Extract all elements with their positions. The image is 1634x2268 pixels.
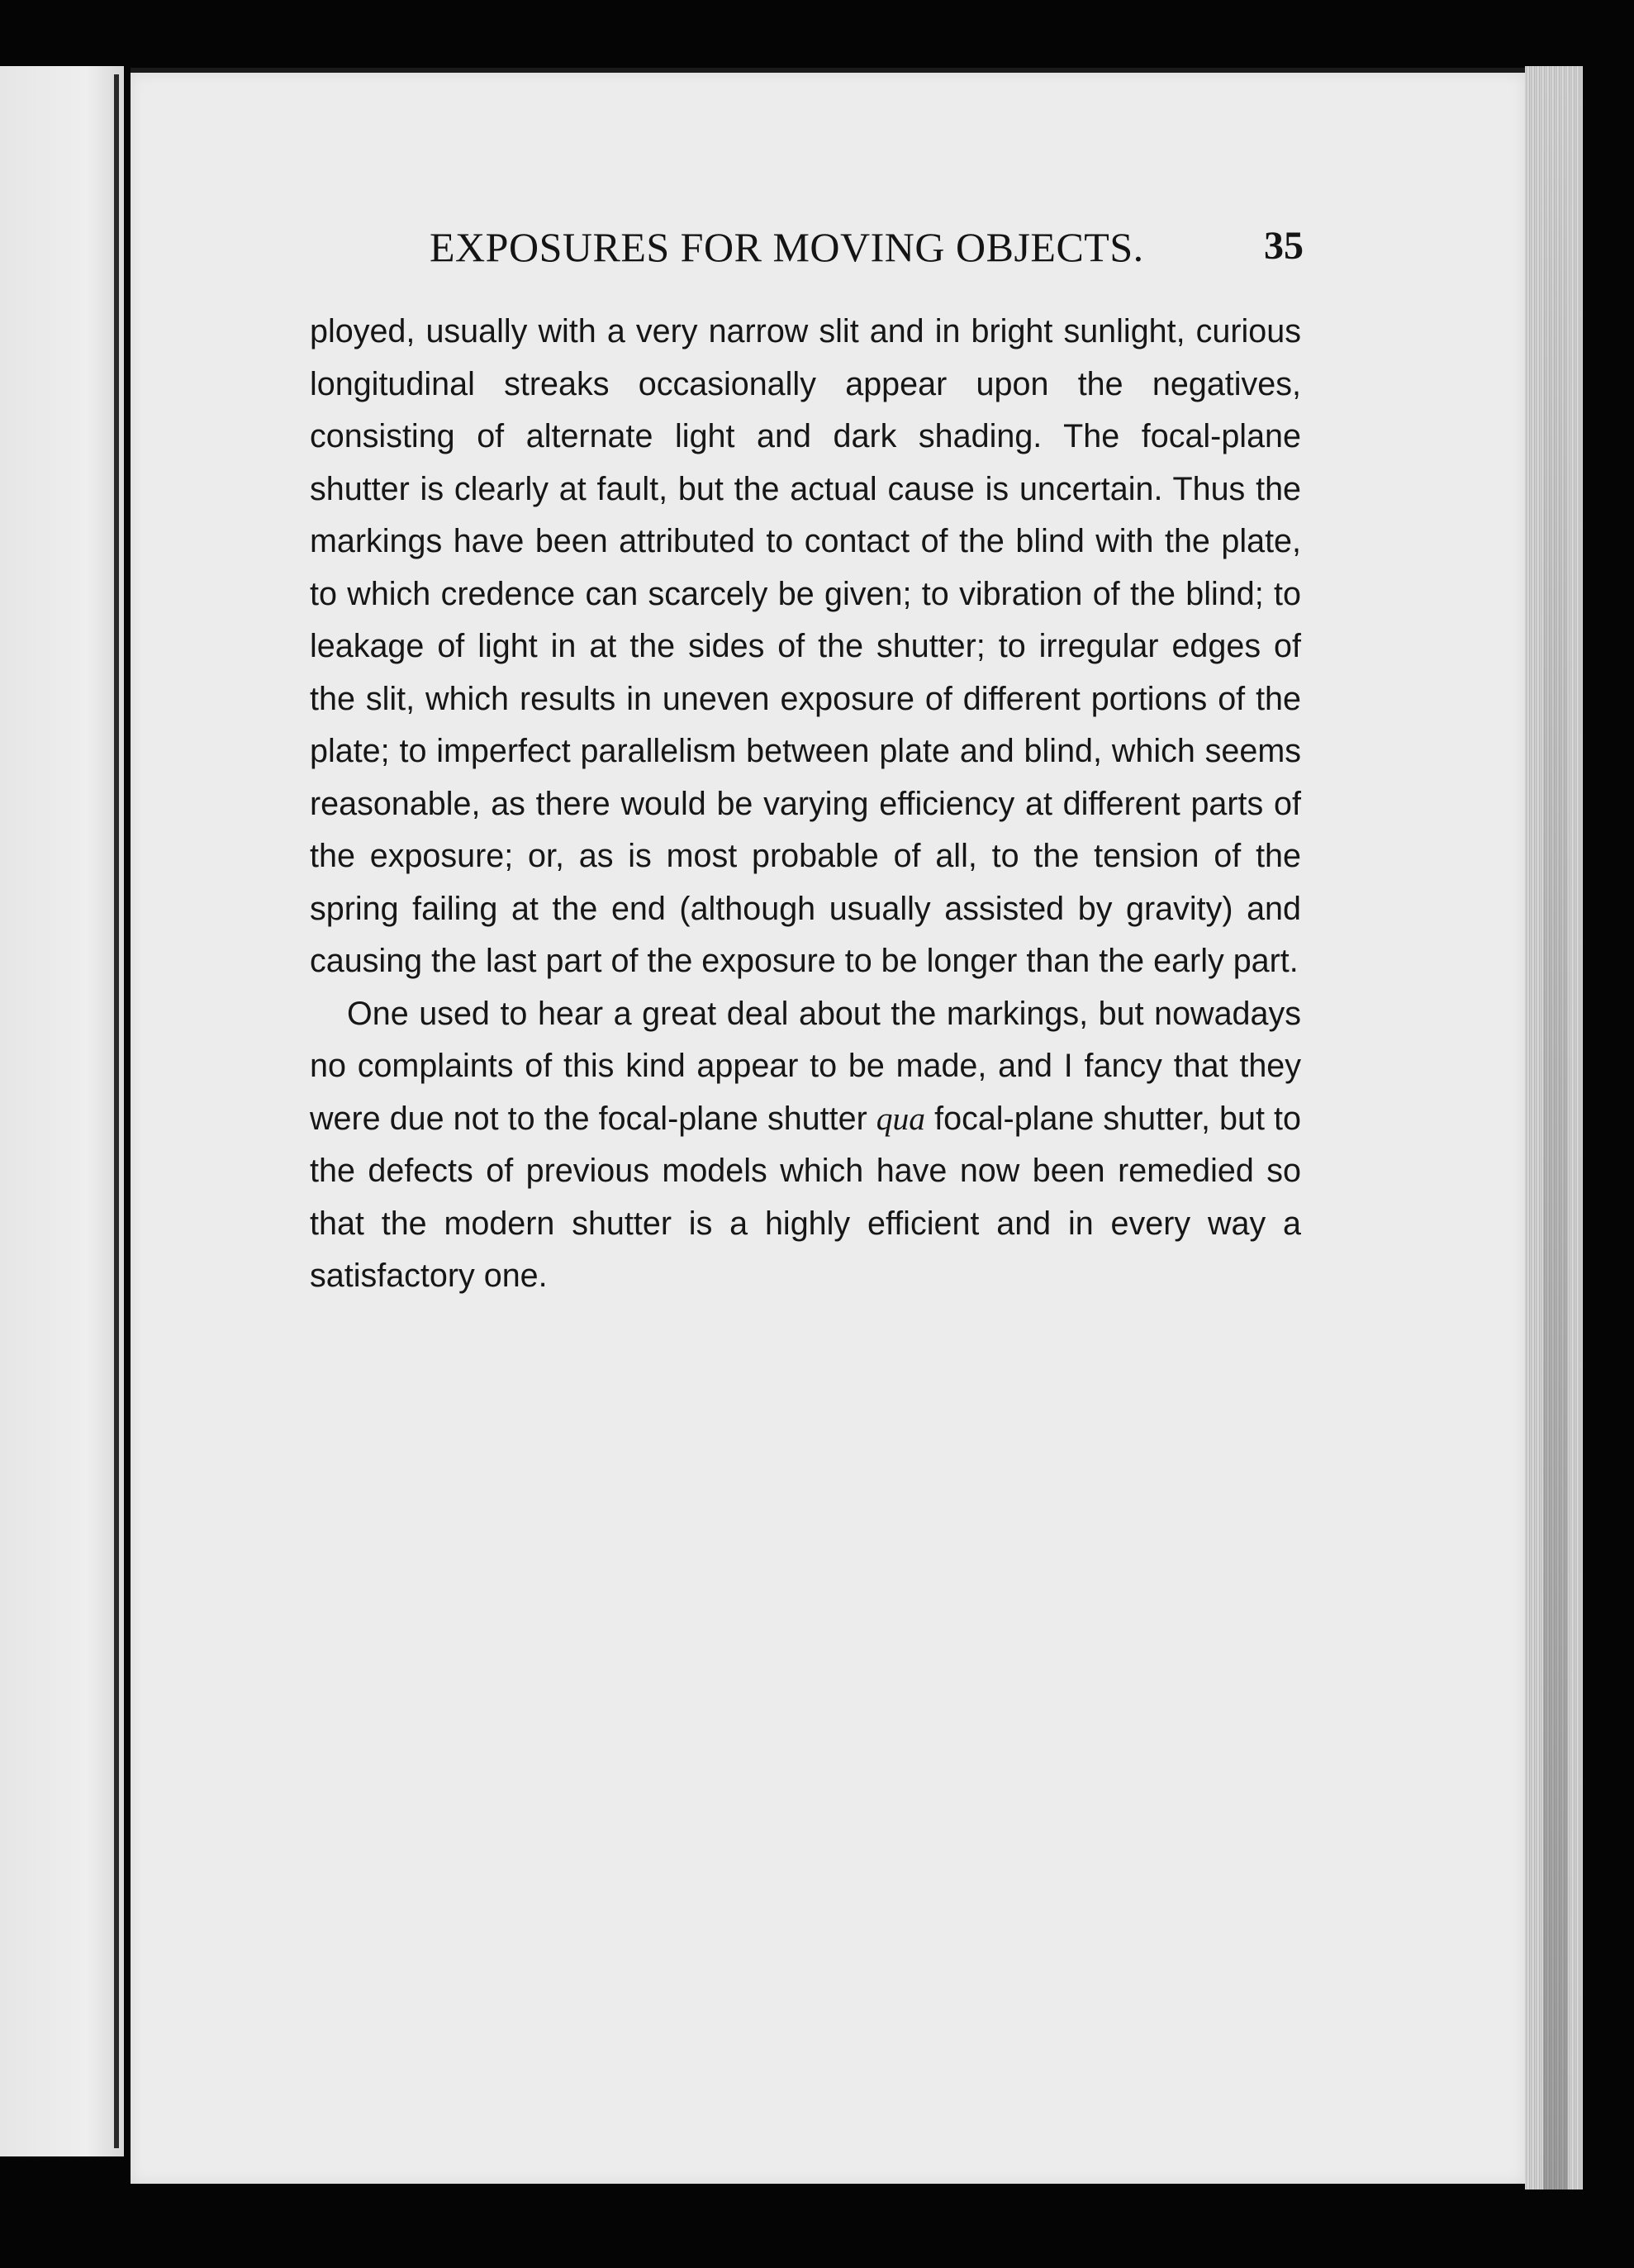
running-head-title: EXPOSURES FOR MOVING OBJECTS. <box>430 224 1144 270</box>
paragraph-2-start: One used to hear a great deal about the markings, but nowadays no complaints of this kind appear to be made, and I fancy that they were due not to the focal-plane shutter <box>310 995 1301 1137</box>
gutter-shadow <box>114 74 119 2148</box>
page-number: 35 <box>1264 224 1304 268</box>
previous-page-edge <box>0 66 124 2156</box>
body-text <box>310 306 1301 1303</box>
paragraph-1: ployed, usually with a very narrow slit and in bright sunlight, curious longitudinal streaks occasionally appear upon the negatives, consisting of alternate light and dark shading. The focal-plane shutter is clearly at fault, but the actual cause is uncertain. Thus the markings have been attributed to contact of the blind with the plate, to which credence can scarcely be given; to vibration of the blind; to leakage of light in at the sides of the shutter; to irregular edges of the slit, which results in uneven exposure of different portions of the plate; to imperfect parallelism between plate and blind, which seems reasonable, as there would be varying efficiency at different parts of the exposure; or, as is most probable of all, to the tension of the spring failing at the end (although usually assisted by gravity) and causing the last part of the exposure to be longer than the early part. <box>310 313 1301 979</box>
page-edges-shadow <box>1543 74 1568 2190</box>
paragraph-2-end: focal-plane shutter, but to the defects of previous models which have now been remedied so that the modern shutter is a highly efficient and in every way a satisfactory one. <box>310 1100 1301 1294</box>
paragraph-2-italic-word: qua <box>876 1100 926 1137</box>
paragraph-2 <box>310 988 1301 1303</box>
